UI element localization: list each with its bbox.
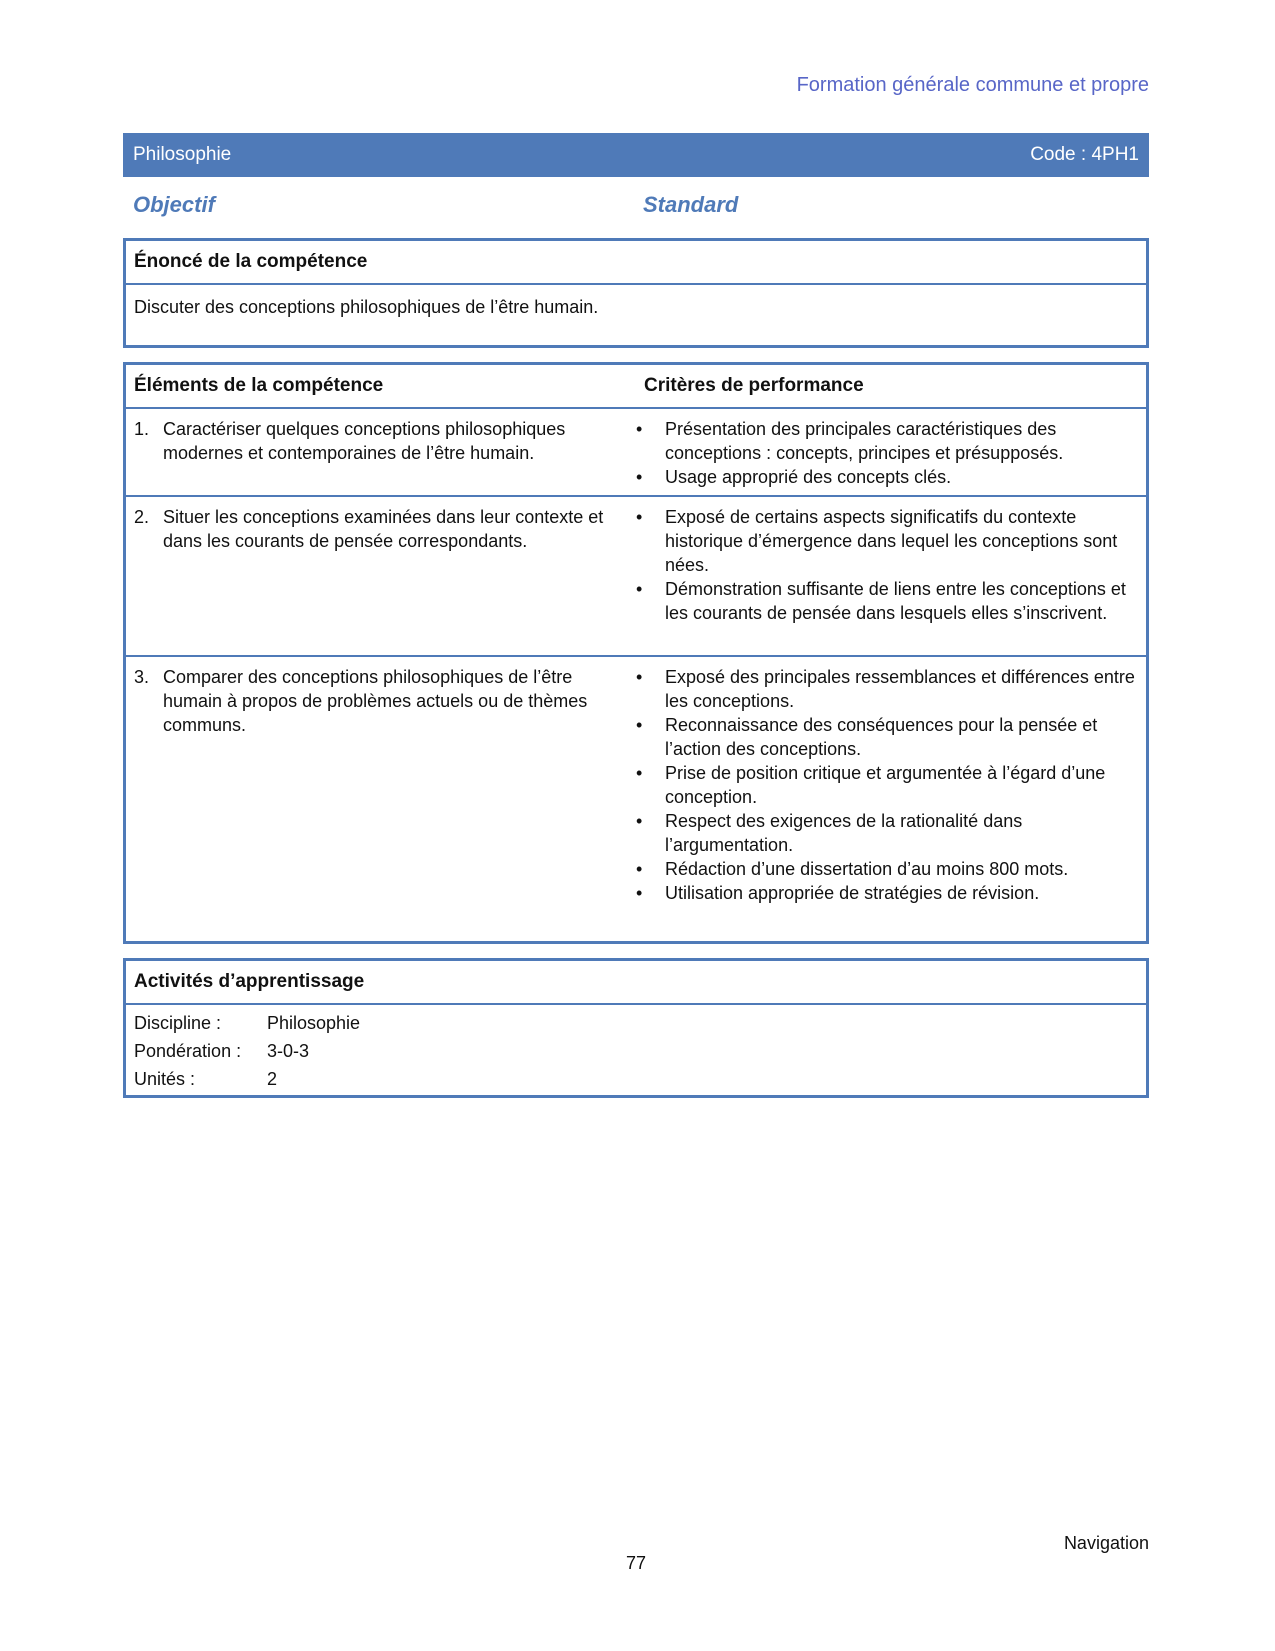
element-text: Comparer des conceptions philosophiques de l’être humain à propos de problèmes actuels ou de thèmes communs. — [163, 667, 588, 735]
activites-box — [123, 958, 1149, 1098]
elements-heading-left: Éléments de la compétence — [134, 375, 384, 396]
element-text: Situer les conceptions examinées dans leur contexte et dans les courants de pensée correspondants. — [163, 507, 604, 551]
running-header: Formation générale commune et propre — [796, 74, 1149, 96]
activites-heading: Activités d’apprentissage — [126, 961, 1146, 1005]
element-description — [126, 497, 636, 655]
criterion — [636, 857, 1138, 881]
objective-row — [133, 192, 1139, 218]
element-number: 1. — [134, 419, 150, 439]
bullet-icon: • — [636, 859, 643, 879]
bullet-icon: • — [636, 579, 643, 599]
page-number: 77 — [625, 1553, 647, 1573]
course-code: Code : 4PH1 — [1030, 144, 1139, 165]
bullet-icon: • — [636, 715, 643, 735]
bullet-icon: • — [636, 811, 643, 831]
standard-label: Standard — [643, 192, 739, 217]
bullet-icon: • — [636, 883, 643, 903]
bullet-icon: • — [636, 507, 643, 527]
criterion-text: Exposé des principales ressemblances et différences entre les conceptions. — [665, 667, 1135, 711]
criteria-list — [636, 657, 1146, 931]
criterion — [636, 465, 1138, 489]
unites-line — [126, 1065, 1146, 1093]
unites-value: 2 — [267, 1069, 278, 1089]
discipline-label: Discipline : — [134, 1013, 222, 1033]
criterion-text: Respect des exigences de la rationalité dans l’argumentation. — [665, 811, 1023, 855]
criterion — [636, 505, 1138, 577]
criteria-list — [636, 409, 1146, 495]
unites-label: Unités : — [134, 1069, 196, 1089]
criterion — [636, 713, 1138, 761]
element-row — [126, 409, 1146, 497]
criterion — [636, 417, 1138, 465]
objectif-label: Objectif — [133, 192, 215, 217]
criterion-text: Exposé de certains aspects significatifs du contexte historique d’émergence dans lequel les conceptions sont nées. — [665, 507, 1118, 575]
enonce-text: Discuter des conceptions philosophiques de l’être humain. — [134, 297, 599, 317]
elements-box — [123, 362, 1149, 944]
criterion-text: Présentation des principales caractéristiques des conceptions : concepts, principes et présupposés. — [665, 419, 1064, 463]
discipline-title: Philosophie — [133, 144, 232, 165]
element-number: 3. — [134, 667, 150, 687]
criterion — [636, 761, 1138, 809]
ponderation-label: Pondération : — [134, 1041, 242, 1061]
element-row — [126, 497, 1146, 657]
criterion — [636, 809, 1138, 857]
ponderation-value: 3-0-3 — [267, 1041, 310, 1061]
element-description — [126, 409, 636, 495]
criterion-text: Usage approprié des concepts clés. — [665, 467, 952, 487]
criterion — [636, 577, 1138, 625]
navigation-link[interactable]: Navigation — [1063, 1533, 1149, 1553]
criterion — [636, 881, 1138, 905]
discipline-value: Philosophie — [267, 1013, 361, 1033]
title-band — [123, 133, 1149, 177]
bullet-icon: • — [636, 763, 643, 783]
bullet-icon: • — [636, 667, 643, 687]
criterion-text: Reconnaissance des conséquences pour la pensée et l’action des conceptions. — [665, 715, 1098, 759]
elements-heading-right: Critères de performance — [644, 375, 864, 396]
criterion-text: Prise de position critique et argumentée à l’égard d’une conception. — [665, 763, 1106, 807]
element-row — [126, 657, 1146, 931]
element-description — [126, 657, 636, 931]
enonce-heading: Énoncé de la compétence — [126, 241, 1146, 285]
element-number: 2. — [134, 507, 150, 527]
ponderation-line — [126, 1037, 1146, 1065]
bullet-icon: • — [636, 467, 643, 487]
activites-lines — [126, 1005, 1146, 1093]
enonce-box — [123, 238, 1149, 348]
criterion-text: Utilisation appropriée de stratégies de révision. — [665, 883, 1040, 903]
criterion-text: Rédaction d’une dissertation d’au moins 800 mots. — [665, 859, 1069, 879]
element-text: Caractériser quelques conceptions philosophiques modernes et contemporaines de l’être humain. — [163, 419, 566, 463]
discipline-line — [126, 1009, 1146, 1037]
criteria-list — [636, 497, 1146, 655]
criterion-text: Démonstration suffisante de liens entre les conceptions et les courants de pensée dans lesquels elles s’inscrivent. — [665, 579, 1126, 623]
elements-heading — [126, 365, 1146, 409]
criterion — [636, 665, 1138, 713]
bullet-icon: • — [636, 419, 643, 439]
